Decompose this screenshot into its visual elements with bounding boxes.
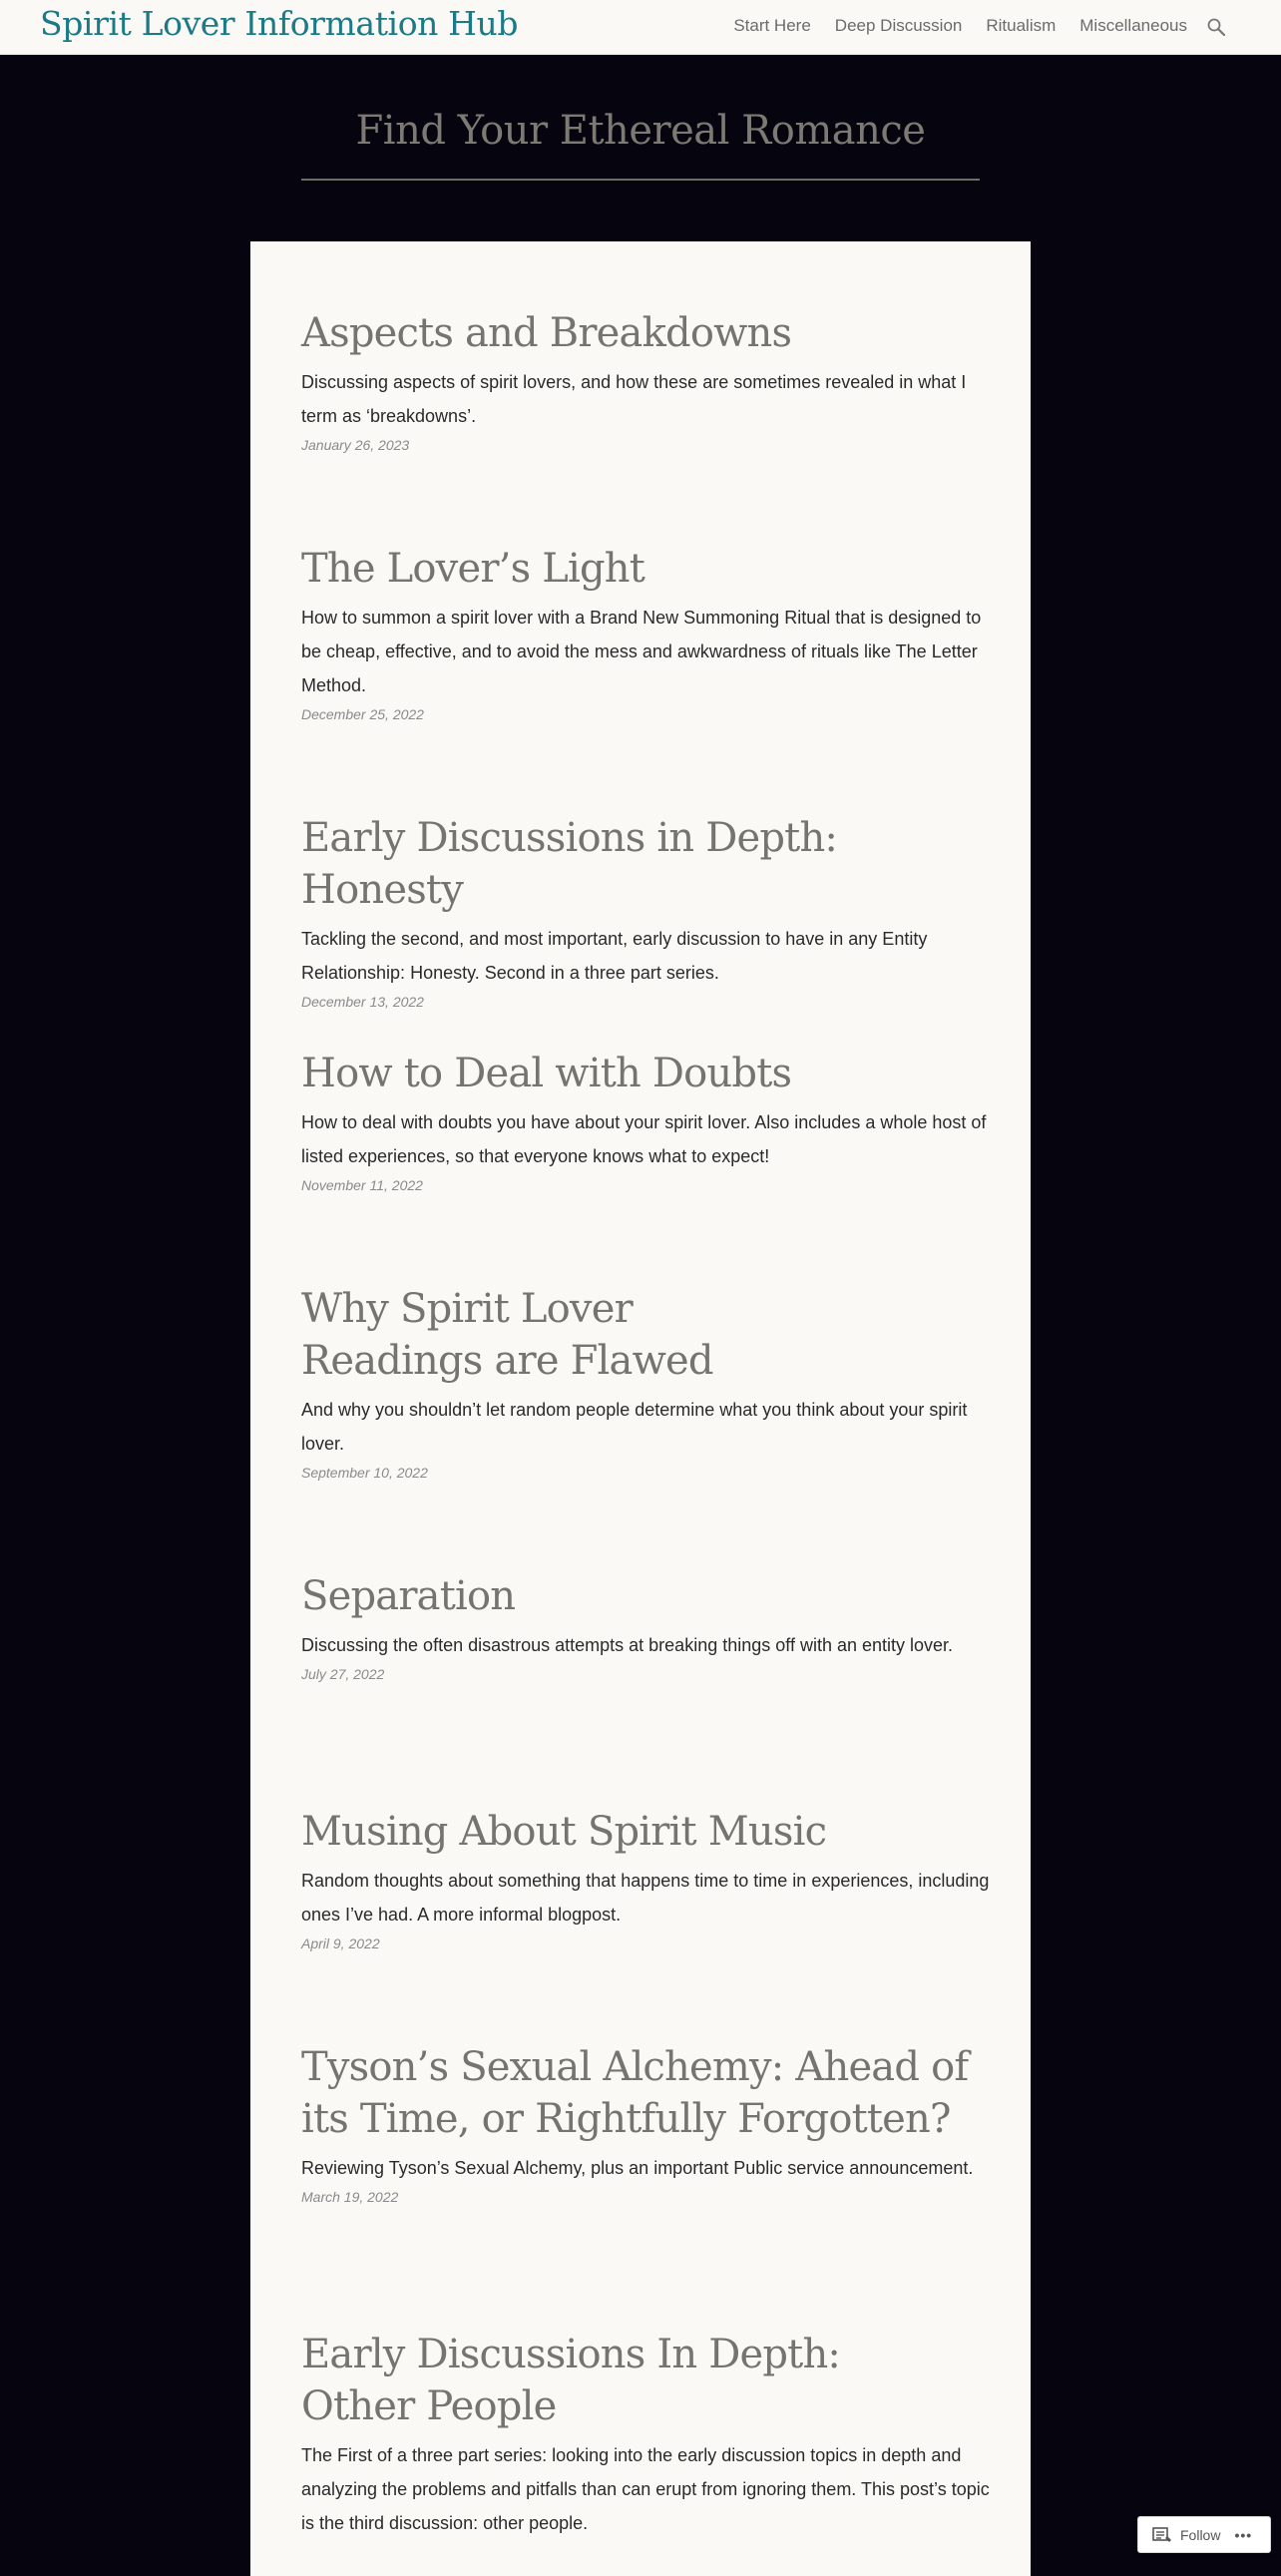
- nav-item-deep-discussion[interactable]: Deep Discussion: [834, 16, 963, 35]
- post-excerpt: Reviewing Tyson’s Sexual Alchemy, plus an important Public service announcement.: [301, 2158, 974, 2178]
- post-excerpt: Discussing aspects of spirit lovers, and how these are sometimes revealed in what I term as ‘breakdowns’.: [301, 372, 967, 426]
- post-title[interactable]: Musing About Spirit Music: [301, 1809, 827, 1855]
- post-item: [301, 1283, 990, 1481]
- site-title[interactable]: Spirit Lover Information Hub: [40, 4, 519, 43]
- post-title[interactable]: Separation: [301, 1573, 516, 1619]
- post-title[interactable]: How to Deal with Doubts: [301, 1051, 792, 1096]
- post-date[interactable]: January 26, 2023: [301, 437, 410, 453]
- nav-item-miscellaneous[interactable]: Miscellaneous: [1079, 16, 1187, 35]
- post-date[interactable]: September 10, 2022: [301, 1465, 428, 1481]
- main-nav: [733, 16, 1187, 36]
- post-date[interactable]: April 9, 2022: [301, 1935, 380, 1951]
- post-item: [301, 2041, 990, 2205]
- post-title[interactable]: The Lover’s Light: [301, 546, 645, 592]
- post-item: [301, 543, 990, 722]
- hero-title: Find Your Ethereal Romance: [355, 108, 926, 154]
- hero-divider: [301, 179, 980, 181]
- post-excerpt: And why you shouldn’t let random people determine what you think about your spirit lover.: [301, 1400, 968, 1454]
- posts-panel: [250, 241, 1031, 2576]
- post-item: [301, 307, 990, 453]
- post-title[interactable]: Tyson’s Sexual Alchemy: Ahead of its Time, or Rightfully Forgotten?: [301, 2044, 969, 2142]
- post-item: [301, 1806, 990, 1951]
- post-date[interactable]: December 25, 2022: [301, 706, 424, 722]
- wordpress-icon: [1152, 2527, 1172, 2543]
- post-date[interactable]: December 13, 2022: [301, 994, 424, 1010]
- follow-widget: [1137, 2516, 1271, 2553]
- post-title[interactable]: Early Discussions In Depth: Other People: [301, 2332, 841, 2429]
- post-title[interactable]: Aspects and Breakdowns: [301, 310, 792, 356]
- follow-button[interactable]: [1138, 2527, 1220, 2543]
- post-title[interactable]: Why Spirit Lover Readings are Flawed: [301, 1286, 713, 1384]
- post-item: [301, 812, 990, 1010]
- nav-item-ritualism[interactable]: Ritualism: [986, 16, 1057, 35]
- site-header: [0, 0, 1281, 55]
- post-item: [301, 1570, 990, 1682]
- post-excerpt: Tackling the second, and most important, early discussion to have in any Entity Relationship: Honesty. Second in a three part series.: [301, 929, 928, 983]
- post-excerpt: Discussing the often disastrous attempts at breaking things off with an entity lover.: [301, 1635, 954, 1655]
- post-date[interactable]: November 11, 2022: [301, 1177, 423, 1193]
- post-excerpt: The First of a three part series: looking into the early discussion topics in depth and analyzing the problems and pitfalls than can erupt from ignoring them. This post’s topic is the third discussion: other people.: [301, 2445, 990, 2533]
- post-date[interactable]: March 19, 2022: [301, 2189, 399, 2205]
- post-title[interactable]: Early Discussions in Depth: Honesty: [301, 815, 838, 913]
- post-item: [301, 1048, 990, 1193]
- more-dots-icon[interactable]: •••: [1234, 2526, 1253, 2543]
- nav-item-start-here[interactable]: Start Here: [733, 16, 811, 35]
- follow-label: Follow: [1180, 2526, 1221, 2543]
- post-date[interactable]: July 27, 2022: [301, 1666, 385, 1682]
- post-excerpt: How to deal with doubts you have about your spirit lover. Also includes a whole host of listed experiences, so that everyone knows what to expect!: [301, 1112, 987, 1166]
- search-icon[interactable]: [1206, 17, 1226, 37]
- post-excerpt: Random thoughts about something that happens time to time in experiences, including ones I’ve had. A more informal blogpost.: [301, 1871, 990, 1925]
- post-excerpt: How to summon a spirit lover with a Brand New Summoning Ritual that is designed to be cheap, effective, and to avoid the mess and awkwardness of rituals like The Letter Method.: [301, 608, 982, 695]
- post-item: [301, 2329, 990, 2544]
